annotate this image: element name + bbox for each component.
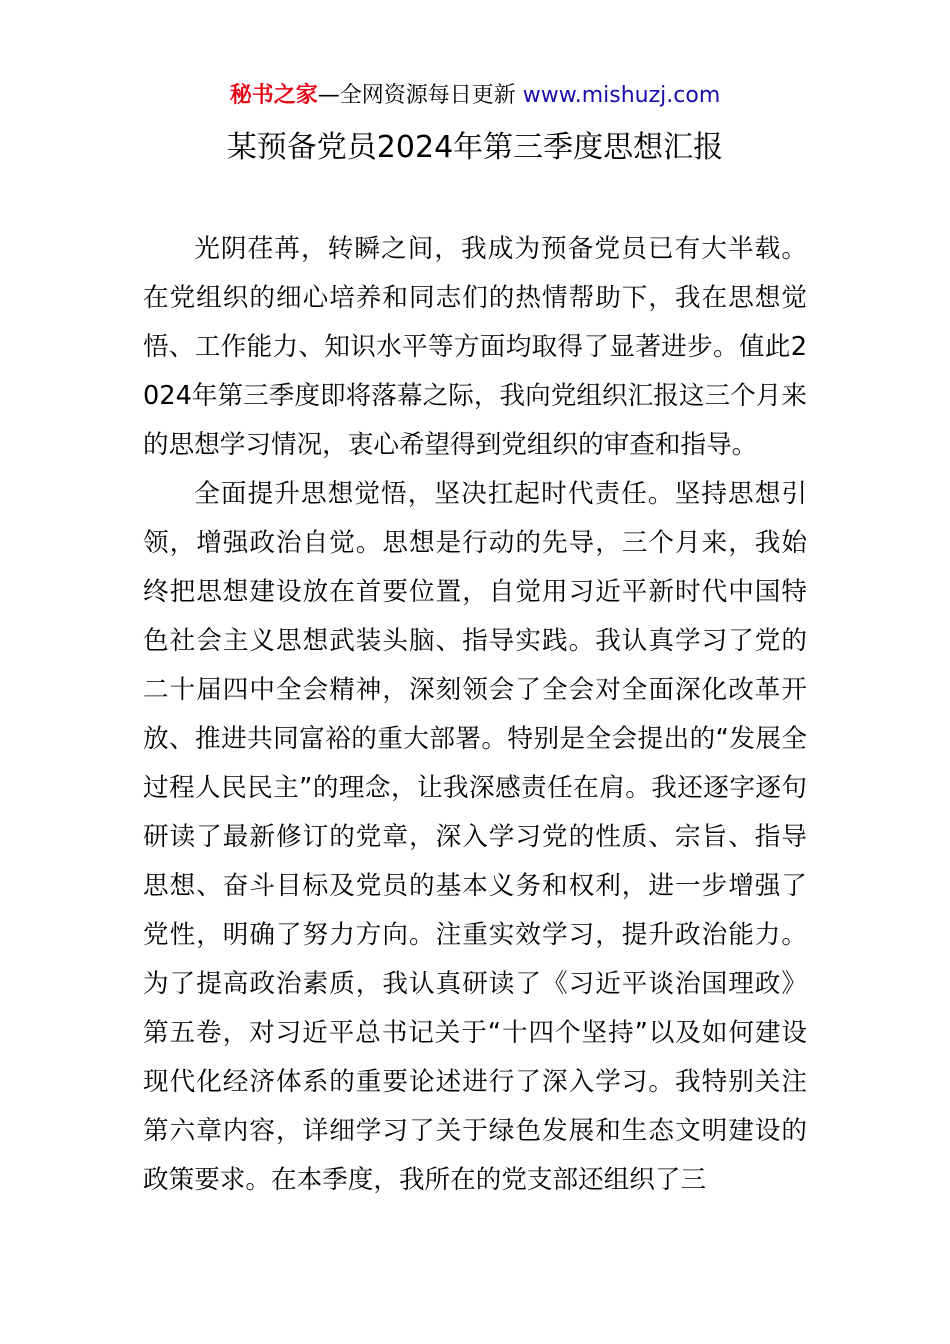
document-body (143, 225, 807, 1205)
site-brand: 秘书之家 (229, 83, 318, 108)
document-title: 某预备党员2024年第三季度思想汇报 (226, 130, 724, 165)
paragraph-intro: 光阴荏苒，转瞬之间，我成为预备党员已有大半载。在党组织的细心培养和同志们的热情帮助下，我在思想觉悟、工作能力、知识水平等方面均取得了显著进步。值此2024年第三季度即将落幕之际，我向党组织汇报这三个月来的思想学习情况，衷心希望得到党组织的审查和指导。 (143, 234, 807, 460)
site-banner (0, 80, 950, 112)
site-url-link[interactable]: www.mishuzj.com (522, 83, 721, 108)
paragraph-thought-awareness: 全面提升思想觉悟，坚决扛起时代责任。坚持思想引领，增强政治自觉。思想是行动的先导，三个月来，我始终把思想建设放在首要位置，自觉用习近平新时代中国特色社会主义思想武装头脑、指导实践。我认真学习了党的二十届四中全会精神，深刻领会了全会对全面深化改革开放、推进共同富裕的重大部署。特别是全会提出的“发展全过程人民民主”的理念，让我深感责任在肩。我还逐字逐句研读了最新修订的党章，深入学习党的性质、宗旨、指导思想、奋斗目标及党员的基本义务和权利，进一步增强了党性，明确了努力方向。注重实效学习，提升政治能力。为了提高政治素质，我认真研读了《习近平谈治国理政》第五卷，对习近平总书记关于“十四个坚持”以及如何建设现代化经济体系的重要论述进行了深入学习。我特别关注第六章内容，详细学习了关于绿色发展和生态文明建设的政策要求。在本季度，我所在的党支部还组织了三 (143, 479, 807, 1195)
site-slogan: —全网资源每日更新 (317, 83, 523, 108)
